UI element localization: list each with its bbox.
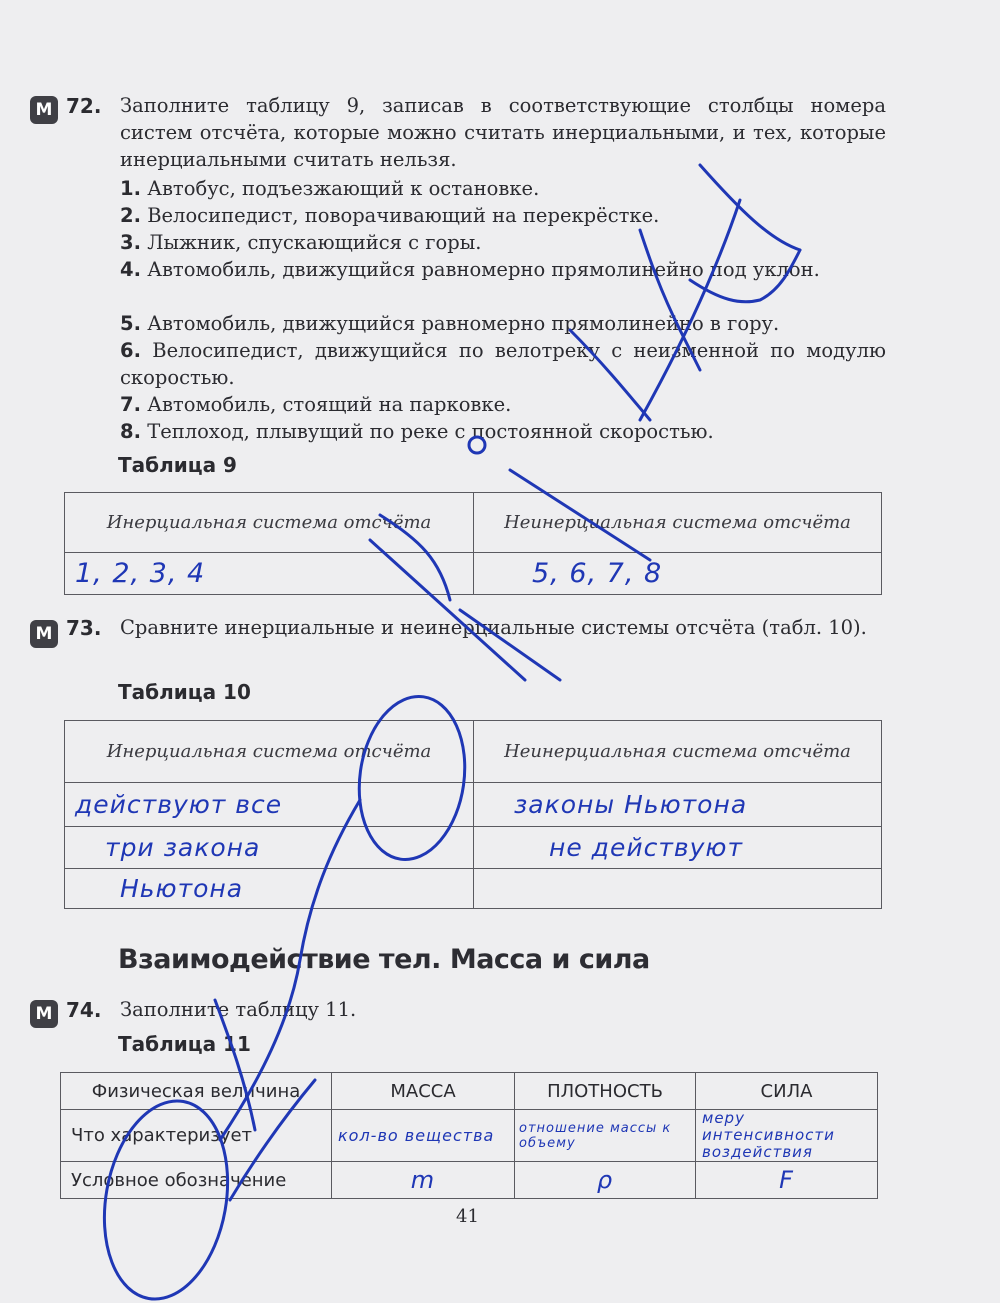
section-title: Взаимодействие тел. Масса и сила [118, 944, 650, 975]
page-number: 41 [456, 1206, 479, 1227]
task-number: 73. [66, 616, 102, 640]
task-72-item [120, 202, 886, 229]
answer-inertial: 1, 2, 3, 4 [65, 553, 474, 595]
compare-left-line: Ньютона [65, 869, 474, 909]
table-11-header: МАССА [332, 1073, 515, 1110]
task-72-item [120, 310, 886, 337]
task-72-item [120, 256, 886, 283]
task-number: 72. [66, 94, 102, 118]
table-11-header: СИЛА [696, 1073, 878, 1110]
compare-left-line: три закона [65, 827, 474, 869]
density-characterizes: отношение массы к объему [515, 1110, 696, 1162]
compare-right-line: законы Ньютона [474, 783, 882, 827]
item-text: Автомобиль, движущийся равномерно прямолинейно под уклон. [147, 258, 820, 281]
table-11 [60, 1072, 878, 1199]
table-11-caption: Таблица 11 [118, 1032, 251, 1056]
task-number: 74. [66, 998, 102, 1022]
force-characterizes: меру интенсивности воздействия [696, 1110, 878, 1162]
item-text: Лыжник, спускающийся с горы. [147, 231, 482, 254]
table-9-header-noninertial: Неинерциальная система отсчёта [474, 493, 882, 553]
task-text: Сравните инерциальные и неинерциальные системы отсчёта (табл. 10). [120, 616, 867, 639]
item-text: Теплоход, плывущий по реке с постоянной скоростью. [147, 420, 714, 443]
compare-right-line: не действуют [474, 827, 882, 869]
table-9 [64, 492, 882, 595]
table-9-caption: Таблица 9 [118, 453, 237, 477]
item-text: Велосипедист, поворачивающий на перекрёстке. [147, 204, 660, 227]
item-text: Велосипедист, движущийся по велотреку с неизменной по модулю скоростью. [120, 339, 886, 389]
task-text: Заполните таблицу 9, записав в соответствующие столбцы номера систем отсчёта, которые можно считать инерциальными, и тех, которые инерциальными считать нельзя. [120, 94, 886, 171]
item-number: 7. [120, 393, 141, 416]
table-11-header: Физическая величина [61, 1073, 332, 1110]
task-text: Заполните таблицу 11. [120, 998, 357, 1021]
item-text: Автомобиль, движущийся равномерно прямолинейно в гору. [147, 312, 780, 335]
item-number: 6. [120, 339, 141, 362]
table-10-header-inertial: Инерциальная система отсчёта [65, 721, 474, 783]
task-72-item [120, 418, 886, 445]
table-11-row-label: Что характеризует [61, 1110, 332, 1162]
density-symbol: ρ [515, 1162, 696, 1199]
m-badge-icon: М [30, 1000, 58, 1028]
mass-characterizes: кол-во вещества [332, 1110, 515, 1162]
task-72-item [120, 229, 886, 256]
item-number: 3. [120, 231, 141, 254]
table-9-header-inertial: Инерциальная система отсчёта [65, 493, 474, 553]
item-number: 8. [120, 420, 141, 443]
table-10 [64, 720, 882, 909]
table-10-header-noninertial: Неинерциальная система отсчёта [474, 721, 882, 783]
mass-symbol: m [332, 1162, 515, 1199]
item-text: Автомобиль, стоящий на парковке. [147, 393, 512, 416]
item-text: Автобус, подъезжающий к остановке. [147, 177, 540, 200]
item-number: 4. [120, 258, 141, 281]
compare-right-line [474, 869, 882, 909]
item-number: 1. [120, 177, 141, 200]
item-number: 5. [120, 312, 141, 335]
task-72-item [120, 337, 886, 391]
table-11-row-label: Условное обозначение [61, 1162, 332, 1199]
table-10-caption: Таблица 10 [118, 680, 251, 704]
task-72-item [120, 391, 886, 418]
force-symbol: F [696, 1162, 878, 1199]
compare-left-line: действуют все [65, 783, 474, 827]
table-11-header: ПЛОТНОСТЬ [515, 1073, 696, 1110]
task-72-item [120, 175, 886, 202]
item-number: 2. [120, 204, 141, 227]
answer-noninertial: 5, 6, 7, 8 [474, 553, 882, 595]
m-badge-icon: М [30, 96, 58, 124]
m-badge-icon: М [30, 620, 58, 648]
